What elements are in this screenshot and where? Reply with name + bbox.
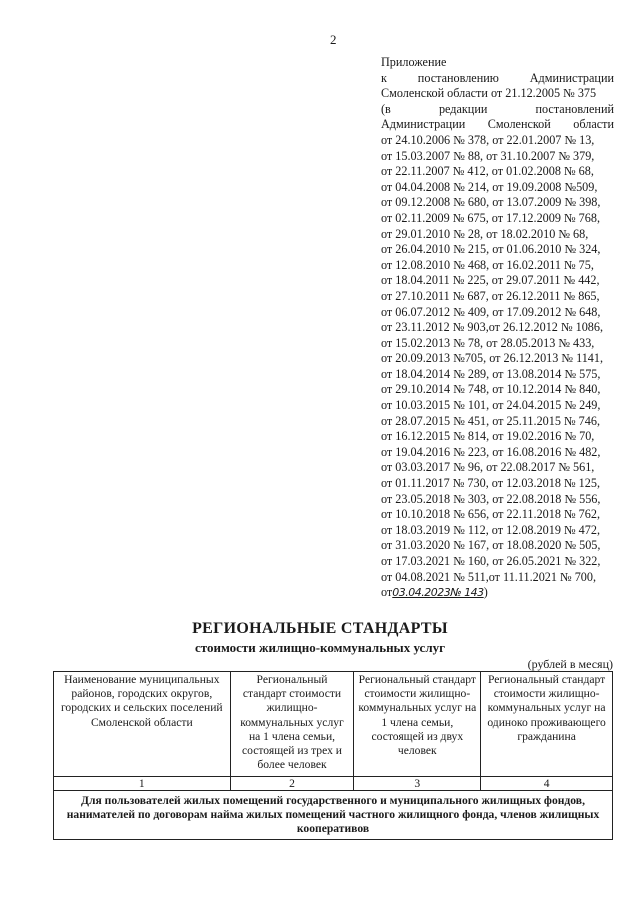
appendix-line: от 18.03.2019 № 112, от 12.08.2019 № 472, xyxy=(381,522,600,537)
appendix-line: от 09.12.2008 № 680, от 13.07.2009 № 398, xyxy=(381,195,601,210)
appendix-line: от 17.03.2021 № 160, от 26.05.2021 № 322, xyxy=(381,554,601,568)
appendix-line: от 31.03.2020 № 167, от 18.08.2020 № 505, xyxy=(381,538,601,553)
appendix-line: от 15.03.2007 № 88, от 31.10.2007 № 379, xyxy=(381,148,595,163)
standards-table xyxy=(53,671,613,840)
units-note: (рублей в месяц) xyxy=(527,657,613,671)
appendix-block xyxy=(381,55,614,601)
document-title: РЕГИОНАЛЬНЫЕ СТАНДАРТЫ xyxy=(192,620,448,637)
appendix-line: от 29.01.2010 № 28, от 18.02.2010 № 68, xyxy=(381,226,589,241)
appendix-closing-paren: ) xyxy=(483,585,488,600)
appendix-line: от 27.10.2011 № 687, от 26.12.2011 № 865, xyxy=(381,288,600,303)
handwritten-date-number: 03.04.2023№ 143 xyxy=(392,586,484,600)
appendix-line: от 23.11.2012 № 903,от 26.12.2012 № 1086, xyxy=(381,320,604,335)
section-row xyxy=(54,791,613,840)
document-subtitle: стоимости жилищно-коммунальных услуг xyxy=(194,640,446,655)
appendix-line: Администрации Смоленской области xyxy=(381,117,614,132)
appendix-line: (в редакции постановлений xyxy=(381,101,614,116)
appendix-line: от 10.03.2015 № 101, от 24.04.2015 № 249, xyxy=(381,398,601,413)
column-number: 4 xyxy=(481,777,613,791)
header-single-citizen: Региональный стандарт стоимости жилищно-коммунальных услуг на одиноко проживающего гражданина xyxy=(481,672,613,777)
column-number-row xyxy=(54,777,613,791)
column-number: 3 xyxy=(354,777,481,791)
appendix-line: от 04.08.2021 № 511,от 11.11.2021 № 700, xyxy=(381,569,597,584)
appendix-line: от 29.10.2014 № 748, от 10.12.2014 № 840, xyxy=(381,382,601,397)
appendix-line: от 18.04.2014 № 289, от 13.08.2014 № 575, xyxy=(381,366,601,381)
appendix-line: от 10.10.2018 № 656, от 22.11.2018 № 762, xyxy=(381,507,600,522)
appendix-line: от 22.11.2007 № 412, от 01.02.2008 № 68, xyxy=(381,164,594,179)
appendix-line: от 19.04.2016 № 223, от 16.08.2016 № 482, xyxy=(381,444,601,459)
appendix-line: от 24.10.2006 № 378, от 22.01.2007 № 13, xyxy=(381,132,595,147)
appendix-line: от 01.11.2017 № 730, от 12.03.2018 № 125, xyxy=(381,476,600,491)
appendix-line: от 04.04.2008 № 214, от 19.09.2008 №509, xyxy=(381,179,598,194)
appendix-line: от 18.04.2011 № 225, от 29.07.2011 № 442, xyxy=(381,273,600,288)
appendix-line: Смоленской области от 21.12.2005 № 375 xyxy=(381,86,597,101)
section-heading: Для пользователей жилых помещений государственного и муниципального жилищных фондов, нанимателей по договорам найма жилых помещений частного жилищного фонда, членов жилищных кооперативов xyxy=(54,791,613,840)
appendix-line: от 03.03.2017 № 96, от 22.08.2017 № 561, xyxy=(381,460,595,475)
header-family-two: Региональный стандарт стоимости жилищно-коммунальных услуг на 1 члена семьи, состоящей из двух человек xyxy=(354,672,481,777)
header-municipality: Наименование муниципальных районов, городских округов, городских и сельских поселений Смоленской области xyxy=(54,672,231,777)
column-number: 2 xyxy=(230,777,354,791)
page-number: 2 xyxy=(330,32,337,47)
appendix-line: от 02.11.2009 № 675, от 17.12.2009 № 768, xyxy=(381,210,600,225)
appendix-line: к постановлению Администрации xyxy=(381,70,614,85)
appendix-line: от 16.12.2015 № 814, от 19.02.2016 № 70, xyxy=(381,429,595,444)
header-family-three-plus: Региональный стандарт стоимости жилищно-коммунальных услуг на 1 члена семьи, состоящей из трех и более человек xyxy=(230,672,354,777)
appendix-line: от 23.05.2018 № 303, от 22.08.2018 № 556, xyxy=(381,491,601,506)
appendix-last-line xyxy=(381,585,614,601)
appendix-line: Приложение xyxy=(381,55,447,69)
column-number: 1 xyxy=(54,777,231,791)
appendix-line: от 20.09.2013 №705, от 26.12.2013 № 1141, xyxy=(381,351,604,366)
appendix-line: от 15.02.2013 № 78, от 28.05.2013 № 433, xyxy=(381,335,595,350)
table-header-row xyxy=(54,672,613,777)
appendix-line: от 12.08.2010 № 468, от 16.02.2011 № 75, xyxy=(381,257,594,272)
appendix-line: от 28.07.2015 № 451, от 25.11.2015 № 746, xyxy=(381,413,600,428)
appendix-last-prefix: от xyxy=(381,585,393,600)
appendix-line: от 26.04.2010 № 215, от 01.06.2010 № 324, xyxy=(381,242,601,257)
appendix-line: от 06.07.2012 № 409, от 17.09.2012 № 648, xyxy=(381,304,601,319)
